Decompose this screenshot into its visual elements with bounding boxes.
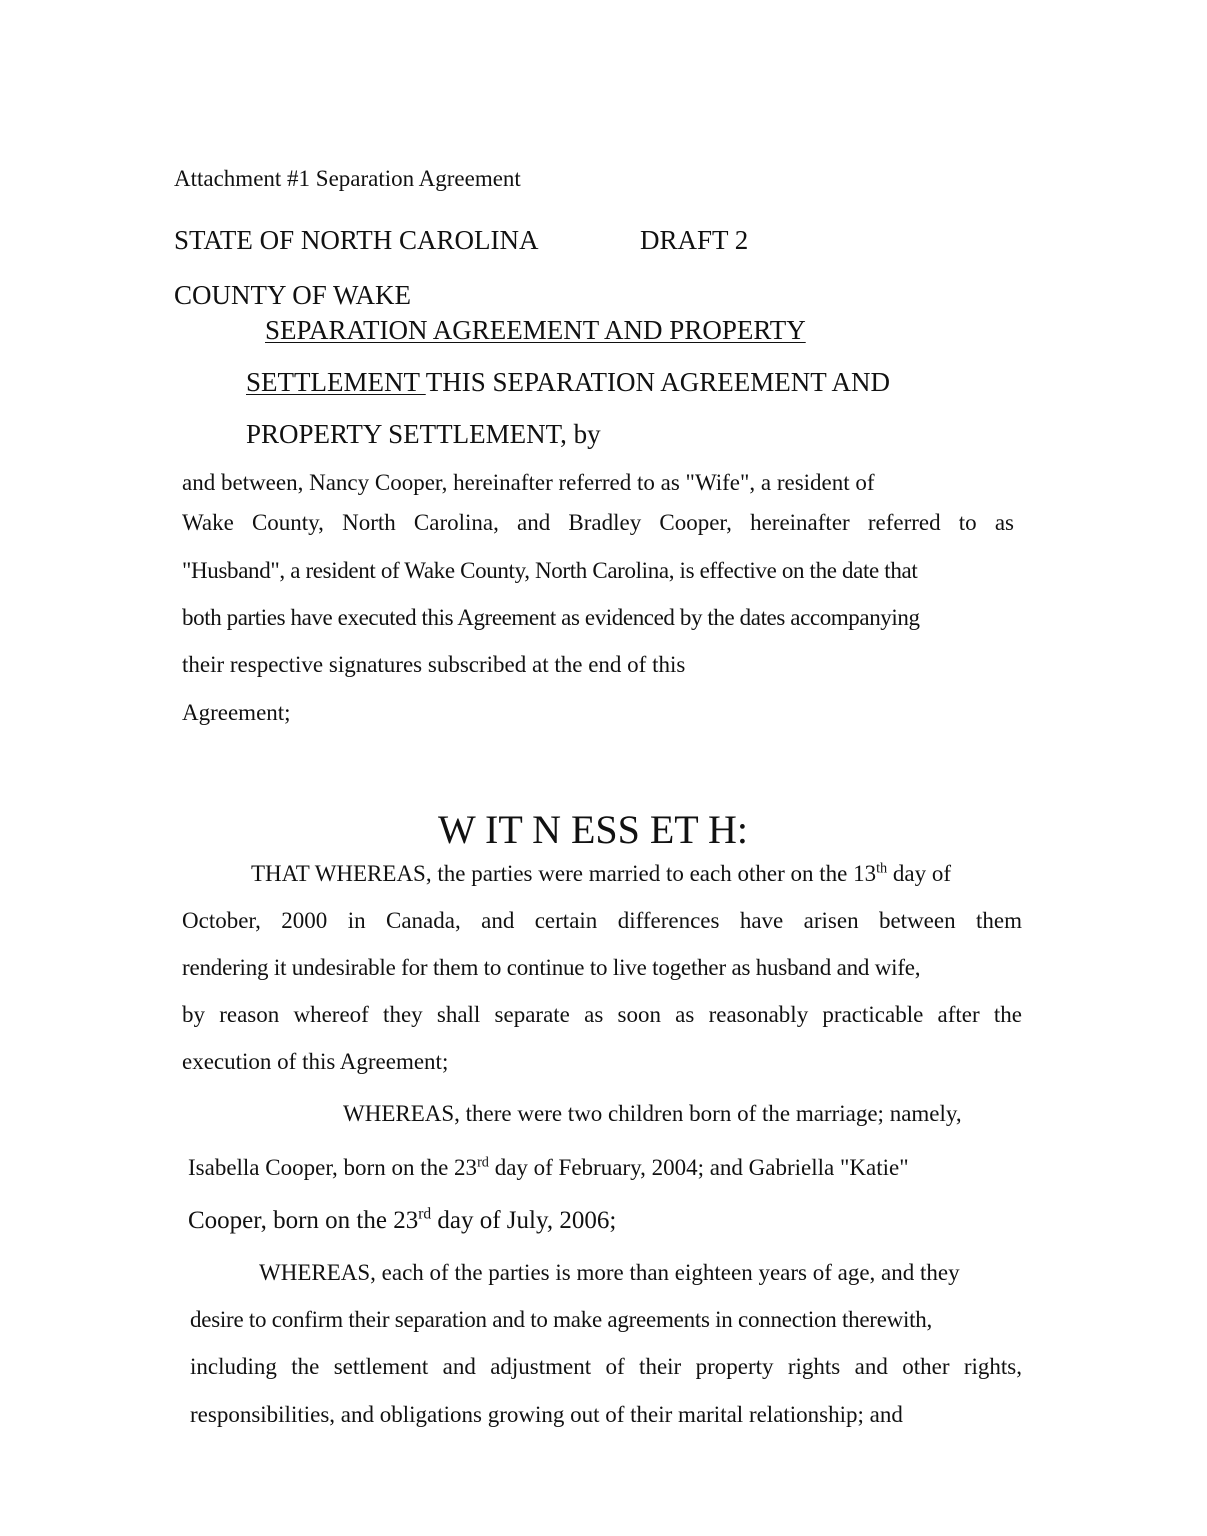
whereas2-line-2-post: day of February, 2004; and Gabriella "Katie" [488, 1155, 909, 1180]
intro-line-6: Agreement; [182, 700, 291, 725]
attachment-label: Attachment #1 Separation Agreement [174, 166, 521, 191]
whereas3-line-3: including the settlement and adjustment of their property rights and other rights, [190, 1354, 1022, 1379]
whereas2-line-3-sup: rd [418, 1205, 432, 1223]
whereas1-line-1-pre: THAT WHEREAS, the parties were married to each other on the 13 [251, 861, 877, 886]
intro-line-2: Wake County, North Carolina, and Bradley Cooper, hereinafter referred to as [182, 510, 1014, 535]
title-line-2-rest: THIS SEPARATION AGREEMENT AND [425, 367, 891, 397]
whereas1-line-3: rendering it undesirable for them to continue to live together as husband and wife, [182, 955, 921, 980]
whereas2-line-3-post: day of July, 2006; [431, 1207, 617, 1234]
intro-line-5: their respective signatures subscribed at the end of this [182, 652, 686, 677]
whereas1-line-4: by reason whereof they shall separate as soon as reasonably practicable after the [182, 1002, 1022, 1027]
title-line-1: SEPARATION AGREEMENT AND PROPERTY [265, 315, 806, 345]
whereas2-line-2 [188, 1155, 909, 1181]
witnesseth-heading: W IT N ESS ET H: [438, 807, 749, 852]
whereas2-line-2-sup: rd [477, 1154, 489, 1171]
whereas2-line-2-pre: Isabella Cooper, born on the 23 [188, 1155, 478, 1180]
whereas1-line-1-post: day of [887, 861, 952, 886]
whereas1-line-1-sup: th [876, 860, 888, 877]
intro-line-1: and between, Nancy Cooper, hereinafter referred to as "Wife", a resident of [182, 470, 875, 495]
whereas1-line-5: execution of this Agreement; [182, 1049, 449, 1074]
title-line-2 [246, 367, 890, 398]
whereas2-line-1: WHEREAS, there were two children born of the marriage; namely, [343, 1101, 962, 1126]
whereas3-line-2: desire to confirm their separation and to make agreements in connection therewith, [190, 1307, 933, 1332]
intro-line-4: both parties have executed this Agreement as evidenced by the dates accompanying [182, 605, 920, 630]
whereas3-line-1: WHEREAS, each of the parties is more than eighteen years of age, and they [259, 1260, 960, 1285]
whereas1-line-1 [251, 861, 951, 887]
intro-line-3: "Husband", a resident of Wake County, North Carolina, is effective on the date that [182, 558, 918, 583]
title-line-3: PROPERTY SETTLEMENT, by [246, 419, 601, 449]
whereas2-line-3-pre: Cooper, born on the 23 [188, 1207, 419, 1234]
draft-label: DRAFT 2 [640, 225, 749, 255]
county-heading: COUNTY OF WAKE [174, 280, 412, 310]
whereas3-line-4: responsibilities, and obligations growing out of their marital relationship; and [190, 1402, 903, 1427]
whereas1-line-2: October, 2000 in Canada, and certain differences have arisen between them [182, 908, 1022, 933]
title-settlement: SETTLEMENT [246, 367, 426, 397]
whereas2-line-3 [188, 1207, 616, 1235]
state-heading: STATE OF NORTH CAROLINA [174, 225, 539, 255]
